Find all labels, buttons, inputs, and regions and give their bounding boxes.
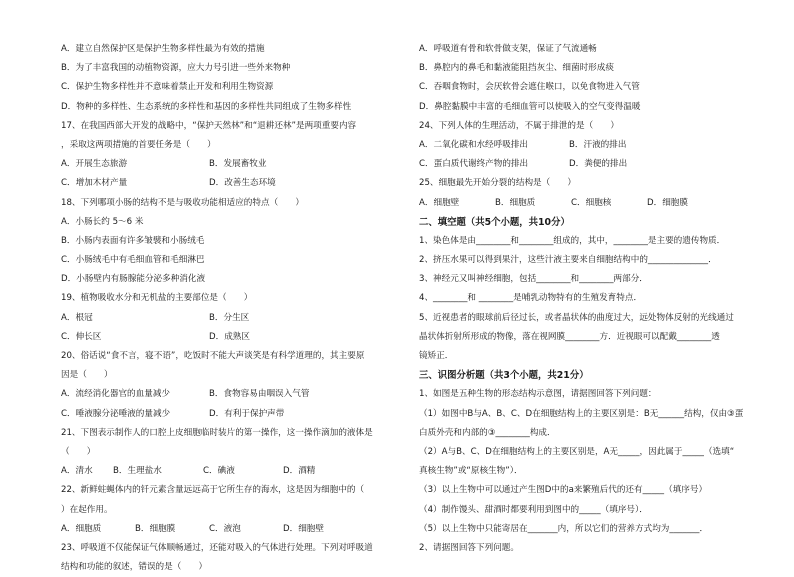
q21-option-c: C．碘液 (203, 466, 235, 477)
q17-options-row1 (61, 155, 391, 174)
q24-option-c: C．蛋白质代谢终产物的排出 (419, 159, 529, 170)
q17-stem-cont: ，采取这两项措施的首要任务是（ ） (61, 139, 216, 150)
q25-options (419, 194, 749, 213)
diagram-q1-part4: （4）制作馒头、甜酒时都要利用到图中的_____（填序号）． (419, 504, 648, 515)
fill-q4: 4、________和 ________是哺乳动物特有的生殖发育特点． (419, 293, 643, 304)
q22-option-b: B．细胞膜 (135, 523, 176, 534)
q17-option-a: A．开展生态旅游 (61, 159, 128, 170)
q20-options-row1 (61, 385, 391, 404)
section-fill-in-heading: 二、填空题（共5个小题，共10分） (419, 216, 570, 228)
diagram-q1-part2: （2）A与B、C、D在细胞结构上的主要区别是，A无_____，因此属于_____（选填“ (419, 446, 735, 457)
q23-option-c: C．吞咽食物时，会厌软骨会遮住喉口，以免食物进入气管 (419, 82, 640, 93)
q24-option-d: D．粪便的排出 (569, 159, 628, 170)
fill-q5-cont: 晶状体折射所形成的物像，落在视网膜________方．近视眼可以配戴________透 (419, 331, 720, 342)
q22-option-c: C．液泡 (209, 523, 241, 534)
q22-option-a: A．细胞质 (61, 523, 102, 534)
q20-options-row2 (61, 405, 391, 424)
q23-option-b: B．鼻腔内的鼻毛和黏液能阻挡灰尘、细菌时形成痰 (419, 63, 614, 74)
q17-stem: 17、在我国西部大开发的战略中，“保护天然林”和“退耕还林”是两项重要内容 (61, 120, 357, 131)
q19-option-d: D．成熟区 (209, 331, 250, 342)
q23-option-a: A．呼吸道有骨和软骨做支架，保证了气流通畅 (419, 44, 597, 54)
q17-option-b: B．发展畜牧业 (209, 159, 267, 170)
q16-option-c: C．保护生物多样性并不意味着禁止开发和利用生物资源 (61, 82, 274, 93)
q17-options-row2 (61, 174, 391, 193)
q21-options (61, 462, 391, 481)
q19-stem: 19、植物吸收水分和无机盐的主要部位是（ ） (61, 293, 253, 304)
q19-option-c: C．伸长区 (61, 331, 102, 342)
q25-option-b: B．细胞质 (495, 197, 536, 208)
q22-stem-cont: ）在起作用。 (61, 504, 113, 515)
q20-stem-cont: 因是（ ） (61, 370, 113, 381)
q21-stem-cont: （ ） (61, 446, 96, 457)
diagram-q1-stem: 1、如图是五种生物的形态结构示意图，请据图回答下列问题： (419, 389, 657, 400)
q20-option-d: D．有利于保护声带 (209, 408, 285, 419)
q21-stem: 21、下图表示制作人的口腔上皮细胞临时装片的第一操作，这一操作滴加的液体是 (61, 427, 373, 438)
q23-stem-cont: 结构和功能的叙述，错误的是（ ） (61, 562, 208, 573)
q20-option-a: A．流经消化器官的血量减少 (61, 389, 171, 400)
left-column (61, 40, 391, 577)
q25-option-a: A．细胞壁 (419, 197, 460, 208)
q19-option-b: B．分生区 (209, 312, 250, 323)
q21-option-b: B．生理盐水 (113, 466, 162, 477)
diagram-q1-part1-cont: 白质外壳和内部的③________构成． (419, 427, 556, 438)
q23-option-d: D．鼻腔黏膜中丰富的毛细血管可以使吸入的空气变得温暖 (419, 101, 641, 112)
q25-option-d: D．细胞膜 (647, 197, 688, 208)
q16-option-b: B．为了丰富我国的动植物资源，应大力号引进一些外来物种 (61, 63, 291, 74)
q24-stem: 24、下列人体的生理活动，不属于排泄的是（ ） (419, 120, 619, 131)
section-diagram-heading: 三、识图分析题（共3个小题，共21分） (419, 370, 589, 382)
q25-option-c: C．细胞核 (571, 197, 612, 208)
diagram-q1-part3: （3）以上生物中可以通过产生图D中的a来繁殖后代的还有_____（填序号） (419, 485, 708, 496)
q22-options (61, 520, 391, 539)
q17-option-c: C．增加木材产量 (61, 178, 128, 189)
q16-option-a: A．建立自然保护区是保护生物多样性最为有效的措施 (61, 44, 265, 54)
q20-option-b: B．食物容易由咽误入气管 (209, 389, 310, 400)
right-column (419, 40, 749, 558)
q19-options-row1 (61, 309, 391, 328)
q23-stem: 23、呼吸道不仅能保证气体顺畅通过，还能对吸入的气体进行处理。下列对呼吸道 (61, 542, 373, 553)
diagram-q1-part2-cont: 真核生物”或“原核生物”）． (419, 466, 523, 477)
q18-option-d: D．小肠壁内有肠腺能分泌多种消化液 (61, 274, 206, 285)
q22-option-d: D．细胞壁 (283, 523, 324, 534)
q24-option-b: B．汗液的排出 (569, 139, 627, 150)
fill-q1: 1、染色体是由________和________组成的，其中，________是主要的遗传物质． (419, 235, 726, 246)
fill-q5-cont2: 镜矫正． (419, 351, 454, 361)
q24-options-row2 (419, 155, 749, 174)
diagram-q1-part1: （1）如图中B与A、B、C、D在细胞结构上的主要区别是：B无______结构，仅由③蛋 (419, 408, 744, 419)
q18-option-a: A．小肠长约 5～6 米 (61, 216, 144, 227)
q20-stem: 20、俗话说“食不言，寝不语”，吃饭时不能大声谈笑是有科学道理的，其主要原 (61, 351, 365, 361)
q19-option-a: A．根冠 (61, 312, 93, 323)
q19-options-row2 (61, 328, 391, 347)
q18-stem: 18、下列哪项小肠的结构不是与吸收功能相适应的特点（ ） (61, 197, 304, 208)
q16-option-d: D．物种的多样性、生态系统的多样性和基因的多样性共同组成了生物多样性 (61, 101, 352, 112)
fill-q5: 5、近视患者的眼球前后径过长，或者晶状体的曲度过大，远处物体反射的光线通过 (419, 312, 734, 323)
q18-option-b: B．小肠内表面有许多皱襞和小肠绒毛 (61, 235, 205, 246)
q22-stem: 22、新鲜蛀蝇体内的钎元素含量远远高于它所生存的海水，这是因为细胞中的（ (61, 485, 365, 496)
q20-option-c: C．唾液腺分泌唾液的量减少 (61, 408, 171, 419)
q18-option-c: C．小肠绒毛中有毛细血管和毛细淋巴 (61, 255, 205, 266)
fill-q3: 3、神经元又叫神经细胞，包括________和________两部分． (419, 274, 648, 285)
q21-option-d: D．酒精 (283, 466, 316, 477)
q21-option-a: A．清水 (61, 466, 93, 477)
q17-option-d: D．改善生态环境 (209, 178, 276, 189)
diagram-q2-stem: 2、请据图回答下列问题。 (419, 542, 519, 553)
diagram-q1-part5: （5）以上生物中只能寄居在_______内，所以它们的营养方式均为_______． (419, 523, 709, 534)
q24-options-row1 (419, 136, 749, 155)
q25-stem: 25、细胞最先开始分裂的结构是（ ） (419, 178, 577, 189)
q24-option-a: A．二氧化碳和水经呼吸排出 (419, 139, 529, 150)
fill-q2: 2、挤压水果可以得到果汁，这些汁液主要来自细胞结构中的______________． (419, 255, 717, 266)
